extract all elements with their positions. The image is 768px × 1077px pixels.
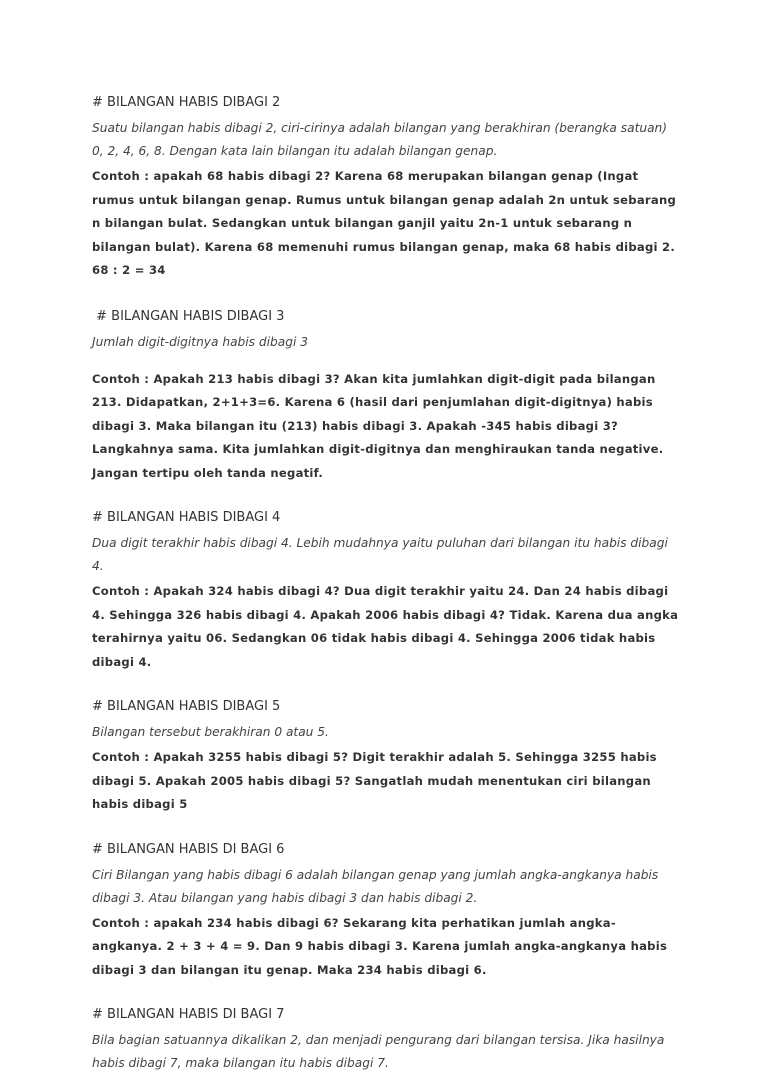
section-divisible-by-4 (92, 508, 682, 674)
section-heading: # BILANGAN HABIS DIBAGI 2 (92, 95, 281, 110)
section-heading: # BILANGAN HABIS DI BAGI 6 (92, 841, 285, 857)
section-rule: Bila bagian satuannya dikalikan 2, dan menjadi pengurang dari bilangan tersisa. Jika hasilnya habis dibagi 7, maka bilangan itu habis dibagi 7. (92, 1033, 665, 1070)
document-page (92, 93, 682, 1077)
section-example: Contoh : Apakah 324 habis dibagi 4? Dua digit terakhir yaitu 24. Dan 24 habis dibagi 4. Sehingga 326 habis dibagi 4. Apakah 2006 habis dibagi 4? Tidak. Karena dua angka terahirnya yaitu 06. Sedangkan 06 tidak habis dibagi 4. Sehingga 2006 tidak habis dibagi 4. (92, 584, 679, 669)
section-rule: Suatu bilangan habis dibagi 2, ciri-cirinya adalah bilangan yang berakhiran (berangka satuan) 0, 2, 4, 6, 8. Dengan kata lain bilangan itu adalah bilangan genap. (92, 121, 668, 158)
section-divisible-by-3 (92, 307, 682, 486)
section-spacer (92, 485, 682, 508)
section-divisible-by-2 (92, 93, 682, 283)
section-divisible-by-6 (92, 840, 682, 983)
section-rule: Bilangan tersebut berakhiran 0 atau 5. (92, 725, 329, 739)
section-heading: # BILANGAN HABIS DIBAGI 5 (92, 699, 281, 714)
paragraph-spacer (92, 356, 682, 368)
section-example: Contoh : Apakah 3255 habis dibagi 5? Digit terakhir adalah 5. Sehingga 3255 habis dibagi 5. Apakah 2005 habis dibagi 5? Sangatlah mudah menentukan ciri bilangan habis dibagi 5 (92, 750, 657, 811)
section-spacer (92, 283, 682, 307)
section-heading: # BILANGAN HABIS DIBAGI 4 (92, 510, 281, 525)
section-rule: Ciri Bilangan yang habis dibagi 6 adalah bilangan genap yang jumlah angka-angkanya habis dibagi 3. Atau bilangan yang habis dibagi 3 dan habis dibagi 2. (92, 867, 659, 905)
section-spacer (92, 674, 682, 697)
section-example: Contoh : apakah 68 habis dibagi 2? Karena 68 merupakan bilangan genap (Ingat rumus untuk bilangan genap. Rumus untuk bilangan genap adalah 2n untuk sebarang n bilangan bulat. Sedangkan untuk bilangan ganjil yaitu 2n-1 untuk sebarang n bilangan bulat). Karena 68 memenuhi rumus bilangan genap, maka 68 habis dibagi 2. 68 : 2 = 34 (92, 169, 676, 277)
section-divisible-by-7 (92, 1005, 682, 1075)
section-spacer (92, 817, 682, 840)
section-divisible-by-5 (92, 697, 682, 817)
section-example: Contoh : Apakah 213 habis dibagi 3? Akan kita jumlahkan digit-digit pada bilangan 213. Didapatkan, 2+1+3=6. Karena 6 (hasil dari penjumlahan digit-digitnya) habis dibagi 3. Maka bilangan itu (213) habis dibagi 3. Apakah -345 habis dibagi 3? Langkahnya sama. Kita jumlahkan digit-digitnya dan menghiraukan tanda negative. Jangan tertipu oleh tanda negatif. (92, 371, 664, 480)
section-example: Contoh : apakah 234 habis dibagi 6? Sekarang kita perhatikan jumlah angka-angkanya. 2 + 3 + 4 = 9. Dan 9 habis dibagi 3. Karena jumlah angka-angkanya habis dibagi 3 dan bilangan itu genap. Maka 234 habis dibagi 6. (92, 915, 668, 977)
section-heading: # BILANGAN HABIS DIBAGI 3 (92, 308, 285, 324)
section-heading: # BILANGAN HABIS DI BAGI 7 (92, 1007, 285, 1022)
section-rule: Jumlah digit-digitnya habis dibagi 3 (92, 334, 308, 349)
section-rule: Dua digit terakhir habis dibagi 4. Lebih mudahnya yaitu puluhan dari bilangan itu habis dibagi 4. (92, 536, 668, 573)
section-spacer (92, 982, 682, 1005)
